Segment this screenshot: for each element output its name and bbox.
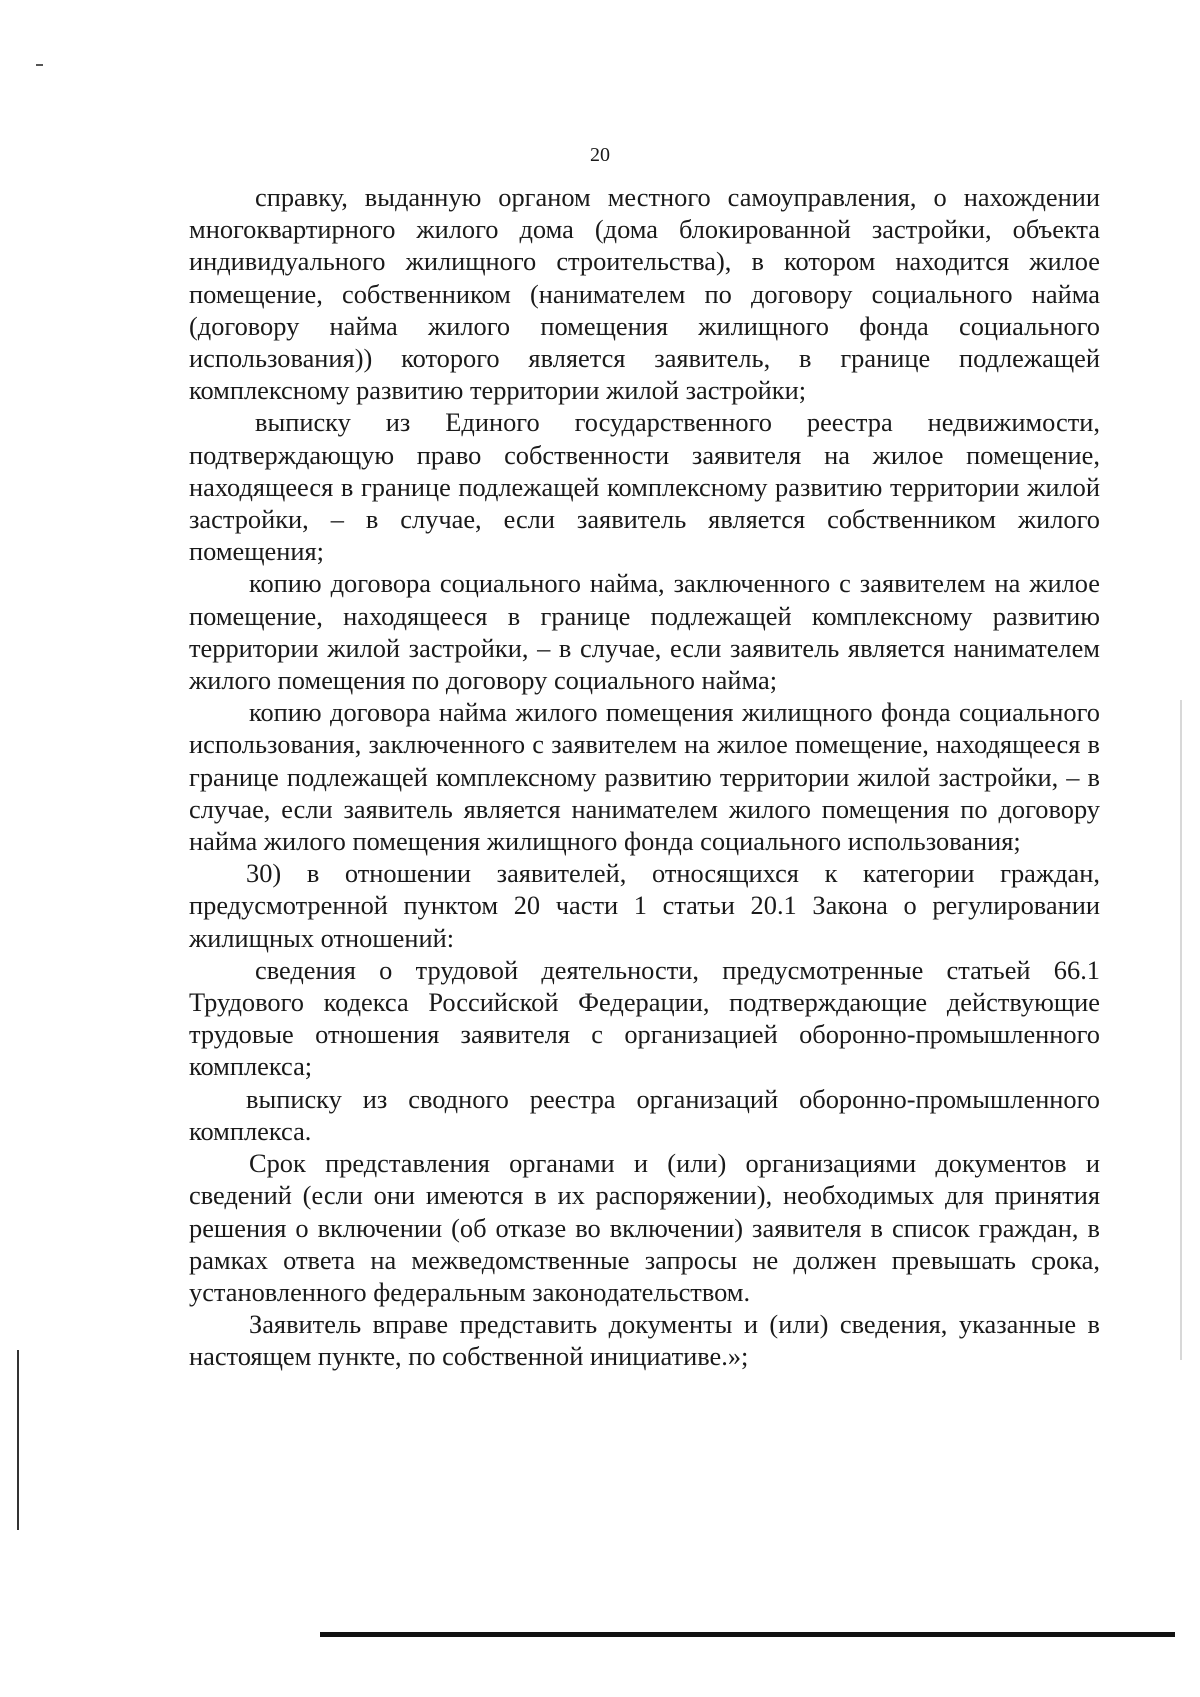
- paragraph-employment-info: сведения о трудовой деятельности, предусмотренные статьей 66.1 Трудового кодекса Российской Федерации, подтверждающие действующие трудовые отношения заявителя с организацией оборонно-промышленного комплекса;: [189, 954, 1100, 1082]
- paragraph-submission-deadline: Срок представления органами и (или) организациями документов и сведений (если они имеются в их распоряжении), необходимых для принятия решения о включении (об отказе во включении) заявителя в список граждан, в рамках ответа на межведомственные запросы не должен превышать срока, установленного федеральным законодательством.: [189, 1148, 1100, 1307]
- paragraph-municipal-certificate: справку, выданную органом местного самоуправления, о нахождении многоквартирного жилого дома (дома блокированной застройки, объекта индивидуального жилищного строительства), в котором находится жилое помещение, собственником (нанимателем по договору социального найма (договору найма жилого помещения жилищного фонда социального использования)) которого является заявитель, в границе подлежащей комплексному развитию территории жилой застройки;: [189, 182, 1100, 406]
- paragraph-own-initiative: Заявитель вправе представить документы и (или) сведения, указанные в настоящем пункте, по собственной инициативе.»;: [189, 1309, 1100, 1372]
- scan-artifact-right-edge: [1180, 700, 1182, 1360]
- paragraph-item-30: 30) в отношении заявителей, относящихся к категории граждан, предусмотренной пунктом 20 части 1 статьи 20.1 Закона о регулировании жилищных отношений:: [189, 858, 1100, 953]
- scan-artifact-mark: [36, 64, 43, 66]
- paragraph-defense-registry-extract: выписку из сводного реестра организаций оборонно-промышленного комплекса.: [189, 1083, 1100, 1146]
- page-number: 20: [590, 144, 610, 166]
- bottom-rule: [320, 1632, 1175, 1637]
- scan-artifact-left-edge: [17, 1350, 19, 1530]
- document-body: [189, 181, 1100, 1373]
- paragraph-registry-extract: выписку из Единого государственного реестра недвижимости, подтверждающую право собственности заявителя на жилое помещение, находящееся в границе подлежащей комплексному развитию территории жилой застройки, – в случае, если заявитель является собственником жилого помещения;: [189, 407, 1100, 567]
- paragraph-social-lease-copy: копию договора социального найма, заключенного с заявителем на жилое помещение, находящееся в границе подлежащей комплексному развитию территории жилой застройки, – в случае, если заявитель является нанимателем жилого помещения по договору социального найма;: [189, 568, 1100, 696]
- paragraph-social-use-lease-copy: копию договора найма жилого помещения жилищного фонда социального использования, заключенного с заявителем на жилое помещение, находящееся в границе подлежащей комплексному развитию территории жилой застройки, – в случае, если заявитель является нанимателем жилого помещения по договору найма жилого помещения жилищного фонда социального использования;: [189, 697, 1100, 857]
